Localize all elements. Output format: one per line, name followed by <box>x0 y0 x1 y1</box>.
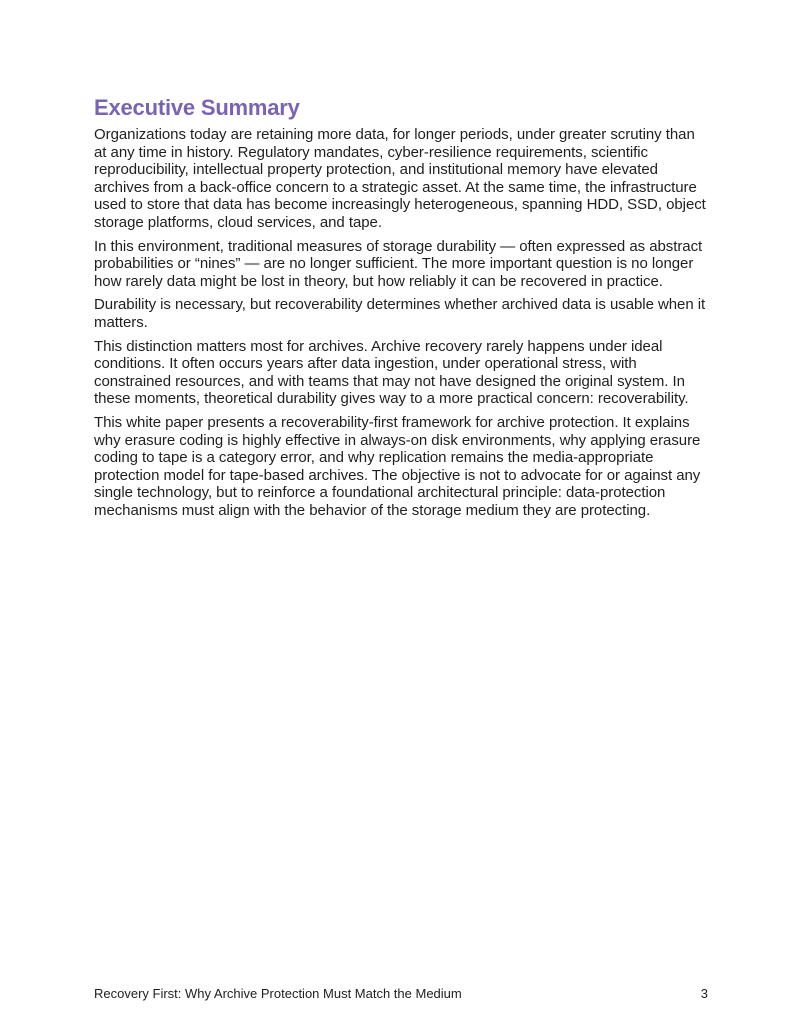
paragraph-organizations-retaining-data: Organizations today are retaining more data, for longer periods, under greater scrutiny than at any time in history. Regulatory mandates, cyber-resilience requirements, scientific reproducibility, intellectual property protection, and institutional memory have elevated archives from a back-office concern to a strategic asset. At the same time, the infrastructure used to store that data has become increasingly heterogeneous, spanning HDD, SSD, object storage platforms, cloud services, and tape. <box>94 126 706 231</box>
footer-title: Recovery First: Why Archive Protection Must Match the Medium <box>94 986 462 1001</box>
paragraph-durability-measures: In this environment, traditional measures of storage durability — often expressed as abstract probabilities or “nines” — are no longer sufficient. The more important question is no longer how rarely data might be lost in theory, but how reliably it can be recovered in practice. <box>94 237 703 290</box>
paragraph-archive-recovery: This distinction matters most for archives. Archive recovery rarely happens under ideal conditions. It often occurs years after data ingestion, under operational stress, with constrained resources, and with teams that may not have designed the original system. In these moments, theoretical durability gives way to a more practical concern: recoverability. <box>94 337 689 408</box>
section-title: Executive Summary <box>94 95 300 120</box>
paragraph-recoverability: Durability is necessary, but recoverability determines whether archived data is usable when it matters. <box>94 296 706 331</box>
page-footer <box>94 985 708 1003</box>
paragraph-framework-overview: This white paper presents a recoverability-first framework for archive protection. It explains why erasure coding is highly effective in always-on disk environments, why applying erasure coding to tape is a category error, and why replication remains the media-appropriate protection model for tape-based archives. The objective is not to advocate for or against any single technology, but to reinforce a foundational architectural principle: data-protection mechanisms must align with the behavior of the storage medium they are protecting. <box>94 413 701 519</box>
main-content <box>94 94 708 525</box>
page-number: 3 <box>700 986 708 1001</box>
